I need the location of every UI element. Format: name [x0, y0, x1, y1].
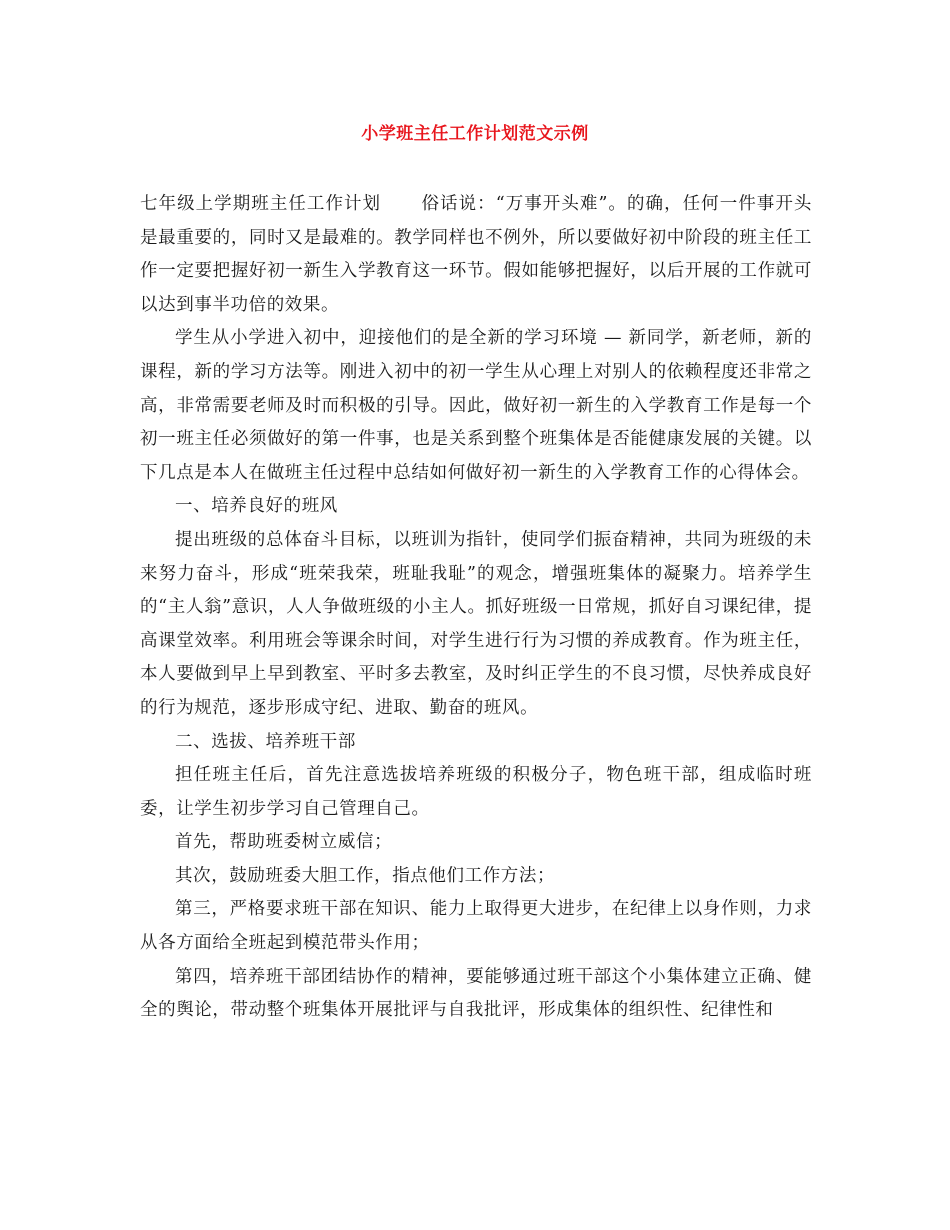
paragraph: 首先，帮助班委树立威信； [175, 832, 393, 853]
paragraph: 提出班级的总体奋斗目标，以班训为指针，使同学们振奋精神，共同为班级的未来努力奋斗，形成“班荣我荣，班耻我耻”的观念，增强班集体的凝聚力。培养学生的“主人翁”意识，人人争做班级的小主人。抓好班级一日常规，抓好自习课纪律，提高课堂效率。利用班会等课余时间，对学生进行行为习惯的养成教育。作为班主任，本人要做到早上早到教室、平时多去教室，及时纠正学生的不良习惯，尽快养成良好的行为规范，逐步形成守纪、进取、勤奋的班风。 [140, 529, 812, 718]
paragraph: 第三，严格要求班干部在知识、能力上取得更大进步，在纪律上以身作则，力求从各方面给全班起到模范带头作用； [140, 899, 812, 954]
section-heading: 二、选拔、培养班干部 [175, 731, 356, 752]
paragraph-intro [140, 188, 812, 322]
paragraph: 学生从小学进入初中，迎接他们的是全新的学习环境 — 新同学，新老师，新的课程，新的学习方法等。刚进入初中的初一学生从心理上对别人的依赖程度还非常之高，非常需要老师及时而积极的引导。因此，做好初一新生的入学教育工作是每一个初一班主任必须做好的第一件事，也是关系到整个班集体是否能健康发展的关键。以下几点是本人在做班主任过程中总结如何做好初一新生的入学教育工作的心得体会。 [140, 328, 812, 483]
document-body [140, 188, 812, 1028]
document-title: 小学班主任工作计划范文示例 [361, 124, 589, 144]
paragraph: 其次，鼓励班委大胆工作，指点他们工作方法； [175, 865, 556, 886]
paragraph: 担任班主任后，首先注意选拔培养班级的积极分子，物色班干部，组成临时班委，让学生初步学习自己管理自己。 [140, 765, 812, 819]
paragraph: 第四，培养班干部团结协作的精神，要能够通过班干部这个小集体建立正确、健全的舆论，带动整个班集体开展批评与自我批评，形成集体的组织性、纪律性和 [140, 966, 812, 1021]
intro-text: 俗话说：“万事开头难”。的确，任何一件事开头是最重要的，同时又是最难的。教学同样也不例外，所以要做好初中阶段的班主任工作一定要把握好初一新生入学教育这一环节。假如能够把握好，以后开展的工作就可以达到事半功倍的效果。 [140, 194, 812, 315]
plan-heading: 七年级上学期班主任工作计划 [140, 194, 382, 214]
section-heading: 一、培养良好的班风 [175, 496, 338, 517]
